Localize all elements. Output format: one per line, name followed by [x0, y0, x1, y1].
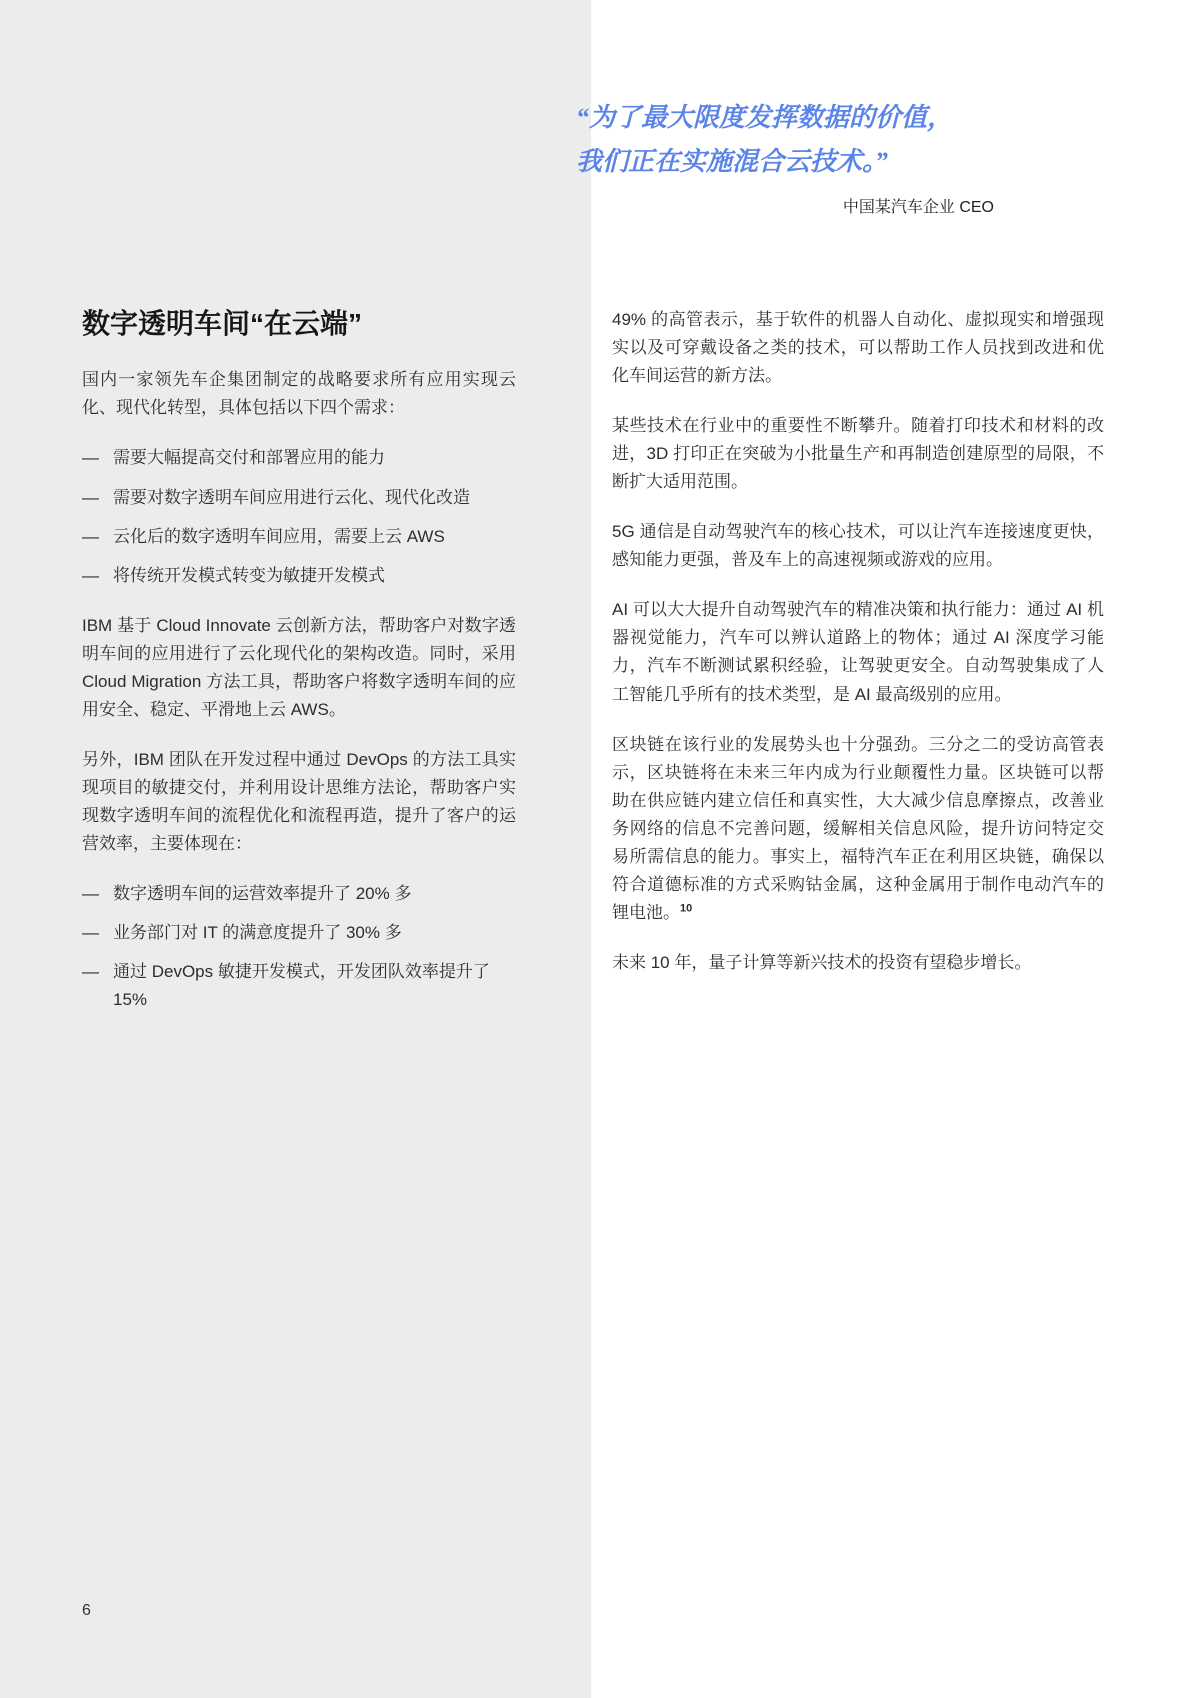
pull-quote-line-1: “为了最大限度发挥数据的价值，	[576, 103, 954, 132]
list-item	[82, 880, 516, 908]
list-item-text: 需要大幅提高交付和部署应用的能力	[113, 448, 385, 468]
dash-bullet-icon: —	[82, 923, 99, 943]
list-item-text: 云化后的数字透明车间应用，需要上云 AWS	[113, 526, 445, 546]
list-item-text: 需要对数字透明车间应用进行云化、现代化改造	[113, 487, 470, 507]
section-heading: 数字透明车间“在云端”	[82, 308, 363, 339]
list-item-text: 通过 DevOps 敏捷开发模式，开发团队效率提升了 15%	[113, 962, 490, 1010]
list-item-text: 将传统开发模式转变为敏捷开发模式	[113, 565, 385, 585]
dash-bullet-icon: —	[82, 962, 99, 982]
left-intro-paragraph: 国内一家领先车企集团制定的战略要求所有应用实现云化、现代化转型，具体包括以下四个需求：	[82, 370, 516, 418]
results-list	[82, 880, 516, 1014]
list-item-text: 业务部门对 IT 的满意度提升了 30% 多	[113, 923, 402, 943]
dash-bullet-icon: —	[82, 565, 99, 585]
dash-bullet-icon: —	[82, 884, 99, 904]
dash-bullet-icon: —	[82, 526, 99, 546]
dash-bullet-icon: —	[82, 448, 99, 468]
printing-paragraph: 某些技术在行业中的重要性不断攀升。随着打印技术和材料的改进，3D 打印正在突破为小批量生产和再制造创建原型的局限，不断扩大适用范围。	[612, 416, 1104, 492]
page-number: 6	[82, 1602, 91, 1619]
footnote-marker: 10	[680, 902, 693, 915]
list-item	[82, 484, 516, 512]
quote-attribution: 中国某汽车企业 CEO	[842, 199, 994, 217]
dash-bullet-icon: —	[82, 487, 99, 507]
robots-paragraph: 49% 的高管表示，基于软件的机器人自动化、虚拟现实和增强现实以及可穿戴设备之类的技术，可以帮助工作人员找到改进和优化车间运营的新方法。	[612, 310, 1104, 386]
blockchain-paragraph	[612, 731, 1104, 927]
right-column-content	[612, 306, 1104, 977]
list-item	[82, 444, 516, 472]
5g-paragraph: 5G 通信是自动驾驶汽车的核心技术，可以让汽车连接速度更快，感知能力更强，普及车上的高速视频或游戏的应用。	[612, 522, 1104, 570]
list-item	[82, 562, 516, 590]
list-item	[82, 523, 516, 551]
ai-paragraph: AI 可以大大提升自动驾驶汽车的精准决策和执行能力：通过 AI 机器视觉能力，汽车可以辨认道路上的物体；通过 AI 深度学习能力，汽车不断测试累积经验，让驾驶更安全。自动驾驶集成了人工智能几乎所有的技术类型，是 AI 最高级别的应用。	[612, 600, 1104, 704]
blockchain-paragraph-text: 区块链在该行业的发展势头也十分强劲。三分之二的受访高管表示，区块链将在未来三年内成为行业颠覆性力量。区块链可以帮助在供应链内建立信任和真实性，大大减少信息摩擦点，改善业务网络的信息不完善问题，缓解相关信息风险，提升访问特定交易所需信息的能力。事实上，福特汽车正在利用区块链，确保以符合道德标准的方式采购钴金属，这种金属用于制作电动汽车的锂电池。	[612, 734, 1104, 922]
cloud-innovate-paragraph: IBM 基于 Cloud Innovate 云创新方法，帮助客户对数字透明车间的应用进行了云化现代化的架构改造。同时，采用 Cloud Migration 方法工具，帮助客户将数字透明车间的应用安全、稳定、平滑地上云 AWS。	[82, 615, 516, 719]
list-item	[82, 919, 516, 947]
list-item	[82, 958, 516, 1014]
quantum-paragraph: 未来 10 年，量子计算等新兴技术的投资有望稳步增长。	[612, 952, 1032, 972]
left-column-content	[82, 306, 516, 1036]
requirements-list	[82, 444, 516, 589]
pull-quote	[576, 96, 994, 219]
pull-quote-line-2: 我们正在实施混合云技术。”	[576, 147, 889, 177]
list-item-text: 数字透明车间的运营效率提升了 20% 多	[113, 884, 412, 904]
devops-paragraph: 另外，IBM 团队在开发过程中通过 DevOps 的方法工具实现项目的敏捷交付，并利用设计思维方法论，帮助客户实现数字透明车间的流程优化和流程再造，提升了客户的运营效率，主要体现在：	[82, 749, 516, 853]
